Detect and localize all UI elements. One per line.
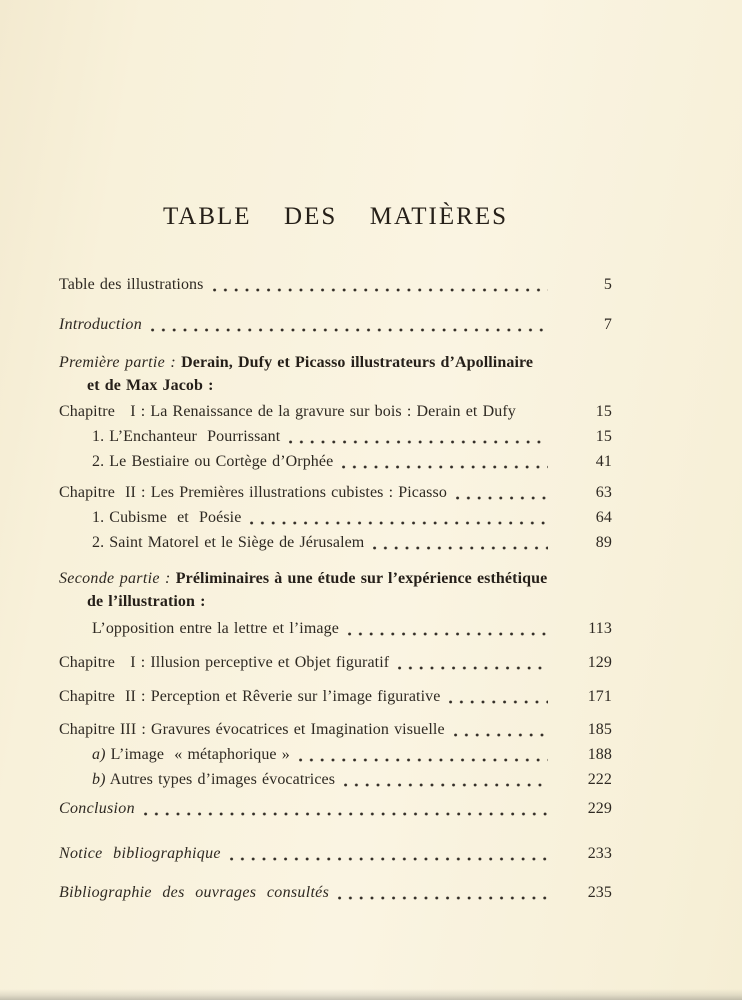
entry-label: [92, 742, 290, 767]
toc-entry: [59, 616, 612, 641]
entry-label: Chapitre II : Les Premières illustrations cubistes : Picasso: [59, 484, 447, 501]
toc-entry: [59, 480, 612, 505]
page-number: 7: [603, 316, 612, 333]
toc-entry: [59, 717, 612, 742]
page-number: 233: [587, 845, 612, 862]
dot-leader: [338, 896, 548, 900]
dot-leader: [144, 812, 548, 816]
entry-label: Chapitre III : Gravures évocatrices et Imagination visuelle: [59, 721, 445, 738]
part-prefix: Seconde partie :: [59, 570, 171, 587]
page-number: 185: [587, 721, 612, 738]
page-number: 188: [587, 746, 612, 763]
toc-entry: [59, 796, 612, 821]
dot-leader: [456, 496, 548, 500]
entry-label: 2. Saint Matorel et le Siège de Jérusalem: [92, 534, 365, 551]
dot-leader: [342, 465, 548, 469]
toc-entry: [59, 312, 612, 337]
entry-label: 1. Cubisme et Poésie: [92, 509, 242, 526]
dot-leader: [344, 783, 548, 787]
dot-leader: [449, 700, 548, 704]
entry-label: Bibliographie des ouvrages consultés: [59, 884, 330, 901]
toc-entry: [59, 684, 612, 709]
page-number: 41: [595, 453, 612, 470]
leader-space: [525, 415, 548, 419]
dot-leader: [289, 440, 548, 444]
dot-leader: [151, 328, 548, 332]
entry-label: Conclusion: [59, 800, 135, 817]
page-number: 89: [595, 534, 612, 551]
toc-entry: [59, 650, 612, 675]
entry-label: [92, 767, 335, 792]
toc-entry: [59, 530, 612, 555]
toc-entry: [59, 272, 612, 297]
title-block: [59, 0, 612, 231]
page-number: 15: [595, 403, 612, 420]
part-title-continued: et de Max Jacob :: [87, 377, 214, 394]
toc-part-heading: [59, 567, 612, 613]
entry-marker: a): [92, 746, 106, 763]
entry-label: Notice bibliographique: [59, 845, 221, 862]
page-title: TABLE DES MATIÈRES: [163, 203, 508, 230]
page-number: 5: [603, 276, 612, 293]
page-number: 129: [587, 654, 612, 671]
toc-entry: [59, 880, 612, 905]
part-title-continued: de l’illustration :: [87, 593, 206, 610]
toc-entry: [59, 399, 612, 424]
dot-leader: [373, 546, 548, 550]
page-number: 15: [595, 428, 612, 445]
toc-entries: [59, 272, 612, 905]
toc-entry: [59, 505, 612, 530]
entry-label: Chapitre II : Perception et Rêverie sur l’image figurative: [59, 688, 441, 705]
entry-text: L’image « métaphorique »: [110, 746, 290, 763]
dot-leader: [230, 857, 548, 861]
entry-label: 1. L’Enchanteur Pourrissant: [92, 428, 281, 445]
toc-entry: [59, 424, 612, 449]
page-number: 171: [587, 688, 612, 705]
toc-entry: [59, 449, 612, 474]
dot-leader: [250, 521, 548, 525]
entry-marker: b): [92, 771, 106, 788]
entry-label: Table des illustrations: [59, 276, 204, 293]
dot-leader: [213, 288, 549, 292]
part-prefix: Première partie :: [59, 354, 176, 371]
toc-part-heading: [59, 351, 612, 397]
toc-entry: [59, 742, 612, 767]
entry-label: Chapitre I : Illusion perceptive et Objet figuratif: [59, 654, 390, 671]
dot-leader: [299, 758, 548, 762]
entry-label: Chapitre I : La Renaissance de la gravure sur bois : Derain et Dufy: [59, 403, 516, 420]
page-number: 63: [595, 484, 612, 501]
dot-leader: [454, 733, 548, 737]
page-content: [59, 0, 612, 905]
page-number: 222: [587, 771, 612, 788]
page-number: 229: [587, 800, 612, 817]
page-number: 235: [587, 884, 612, 901]
page-number: 64: [595, 509, 612, 526]
toc-entry: [59, 767, 612, 792]
page-number: 113: [588, 620, 612, 637]
part-title: Préliminaires à une étude sur l’expérience esthétique: [175, 570, 548, 587]
dot-leader: [348, 632, 548, 636]
entry-label: 2. Le Bestiaire ou Cortège d’Orphée: [92, 453, 334, 470]
entry-label: Introduction: [59, 316, 142, 333]
entry-label: L’opposition entre la lettre et l’image: [92, 620, 339, 637]
part-title: Derain, Dufy et Picasso illustrateurs d’Apollinaire: [181, 354, 534, 371]
entry-text: Autres types d’images évocatrices: [109, 771, 336, 788]
dot-leader: [398, 666, 548, 670]
toc-entry: [59, 841, 612, 866]
